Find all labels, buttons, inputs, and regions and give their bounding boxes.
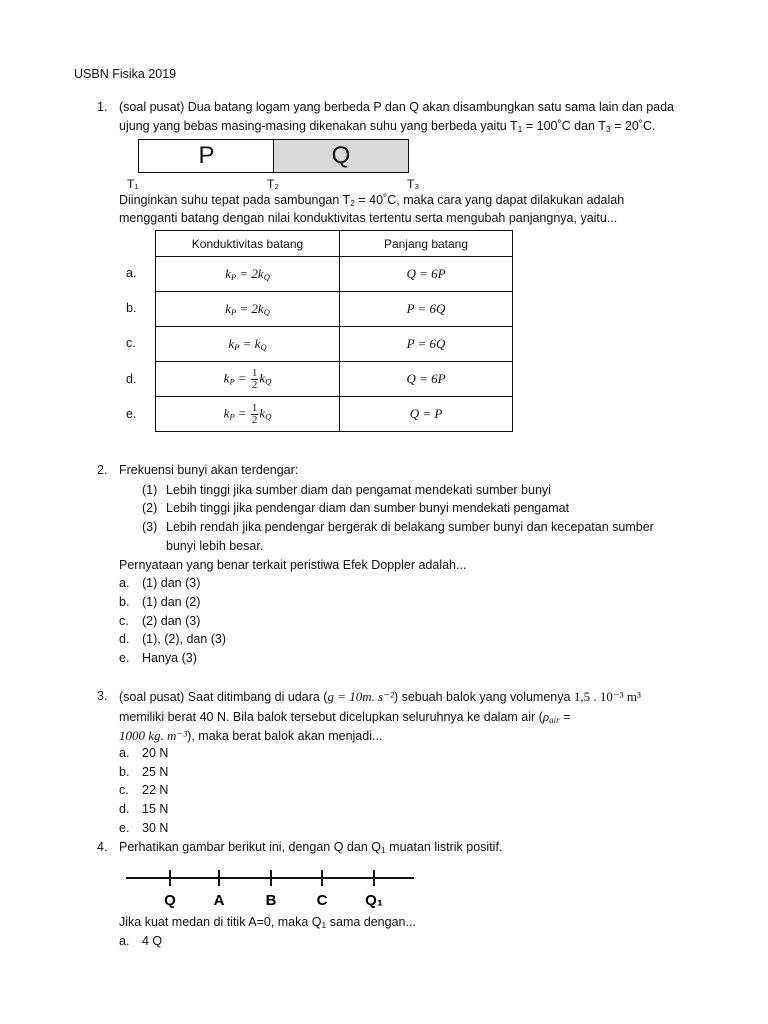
options-table (155, 230, 513, 432)
question-3-line-3: 1000 kg. m⁻³), maka berat balok akan menjadi... (119, 728, 383, 743)
column-header-conductivity: Konduktivitas batang (156, 231, 340, 257)
choice-text: (1), (2), dan (3) (142, 632, 227, 646)
option-letter: a. (126, 266, 137, 280)
choice-text: 22 N (142, 783, 169, 797)
length-cell: P = 6Q (340, 292, 513, 327)
question-4-prompt: Jika kuat medan di titik A=0, maka $Q_1$ sama dengan... (119, 915, 416, 930)
choice-letter: c. (119, 614, 129, 628)
choice-letter: d. (119, 802, 130, 816)
question-1-line-2: ujung yang bebas masing-masing dikenakan suhu yang berbeda yaitu $T_1$ = 100˚C dan $T_3$ = 20˚C. (119, 119, 656, 134)
question-4-stem: Perhatikan gambar berikut ini, dengan Q dan $Q_1$ muatan listrik positif. (119, 840, 503, 855)
question-4-number: 4. (97, 840, 108, 854)
choice-text: (1) dan (2) (142, 595, 201, 609)
table-header-row (156, 231, 513, 257)
table-row (156, 397, 513, 432)
question-1-line-1: (soal pusat) Dua batang logam yang berbeda P dan Q akan disambungkan satu sama lain dan pada (119, 100, 675, 114)
statement-number: (2) (142, 501, 158, 515)
temperature-t2-label: T₂ (267, 177, 279, 191)
question-3-line-2: memiliki berat 40 N. Bila balok tersebut dicelupkan seluruhnya ke dalam air ($\rho_{air}$ = (119, 709, 571, 725)
choice-letter: d. (119, 632, 130, 646)
question-2-number: 2. (97, 463, 108, 477)
statement-number: (3) (142, 520, 158, 534)
conductivity-cell: $k_P = k_Q$ (156, 327, 340, 362)
choice-text: 30 N (142, 821, 169, 835)
choice-letter: c. (119, 783, 129, 797)
option-letter: c. (126, 336, 136, 350)
table-row (156, 327, 513, 362)
length-cell: Q = P (340, 397, 513, 432)
point-label: Q₁ (365, 892, 383, 909)
choice-text: 20 N (142, 746, 169, 760)
conductivity-cell: $k_P$ = $\frac{1}{2}$ $k_Q$ (156, 362, 340, 397)
table-row (156, 257, 513, 292)
statement-text: Lebih rendah jika pendengar bergerak di belakang sumber bunyi dan kecepatan sumber (166, 520, 654, 534)
column-header-length: Panjang batang (340, 231, 513, 257)
choice-letter: b. (119, 595, 130, 609)
choice-text: 15 N (142, 802, 169, 816)
length-cell: Q = 6P (340, 362, 513, 397)
page-title: USBN Fisika 2019 (74, 67, 177, 81)
choice-letter: e. (119, 821, 130, 835)
conductivity-cell: $k_P = 2k_Q$ (156, 292, 340, 327)
choice-text: (2) dan (3) (142, 614, 201, 628)
choice-letter: b. (119, 765, 130, 779)
statement-text-continued: bunyi lebih besar. (166, 539, 264, 553)
question-1-line-3: Diinginkan suhu tepat pada sambungan $T_2$ = 40˚C, maka cara yang dapat dilakukan adalah (119, 193, 625, 208)
question-1-number: 1. (97, 100, 108, 114)
table-row (156, 292, 513, 327)
choice-text: 25 N (142, 765, 169, 779)
choice-letter: a. (119, 576, 130, 590)
choice-letter: a. (119, 746, 130, 760)
choice-text: (1) dan (3) (142, 576, 201, 590)
question-3-line-1: (soal pusat) Saat ditimbang di udara (g = 10m. s⁻²) sebuah balok yang volumenya 1,5 . 10⁻³ m³ (119, 689, 641, 704)
option-letter: e. (126, 407, 137, 421)
statement-text: Lebih tinggi jika pendengar diam dan sumber bunyi mendekati pengamat (166, 501, 570, 515)
point-label: A (213, 892, 225, 909)
point-label: C (316, 892, 328, 909)
choice-letter: e. (119, 651, 130, 665)
question-2-prompt: Pernyataan yang benar terkait peristiwa Efek Doppler adalah... (119, 558, 467, 572)
choice-letter: a. (119, 934, 130, 948)
choice-text: 4 Q (142, 934, 163, 948)
question-1-line-4: mengganti batang dengan nilai konduktivitas tertentu serta mengubah panjangnya, yaitu... (119, 211, 618, 225)
length-cell: P = 6Q (340, 327, 513, 362)
statement-number: (1) (142, 483, 158, 497)
rod-p: P (138, 139, 275, 173)
temperature-t1-label: T₁ (127, 177, 139, 191)
temperature-t3-label: T₃ (407, 177, 420, 191)
question-2-stem: Frekuensi bunyi akan terdengar: (119, 463, 299, 477)
conductivity-cell: $k_P = 2k_Q$ (156, 257, 340, 292)
length-cell: Q = 6P (340, 257, 513, 292)
rod-q: Q (273, 139, 409, 173)
charge-line-diagram (120, 864, 420, 910)
table-row (156, 362, 513, 397)
question-3-number: 3. (97, 689, 108, 703)
point-label: B (265, 892, 277, 909)
point-label: Q (164, 892, 176, 909)
conductivity-cell: $k_P$ = $\frac{1}{2}$ $k_Q$ (156, 397, 340, 432)
statement-text: Lebih tinggi jika sumber diam dan pengamat mendekati sumber bunyi (166, 483, 551, 497)
option-letter: b. (126, 301, 137, 315)
option-letter: d. (126, 372, 137, 386)
choice-text: Hanya (3) (142, 651, 197, 665)
